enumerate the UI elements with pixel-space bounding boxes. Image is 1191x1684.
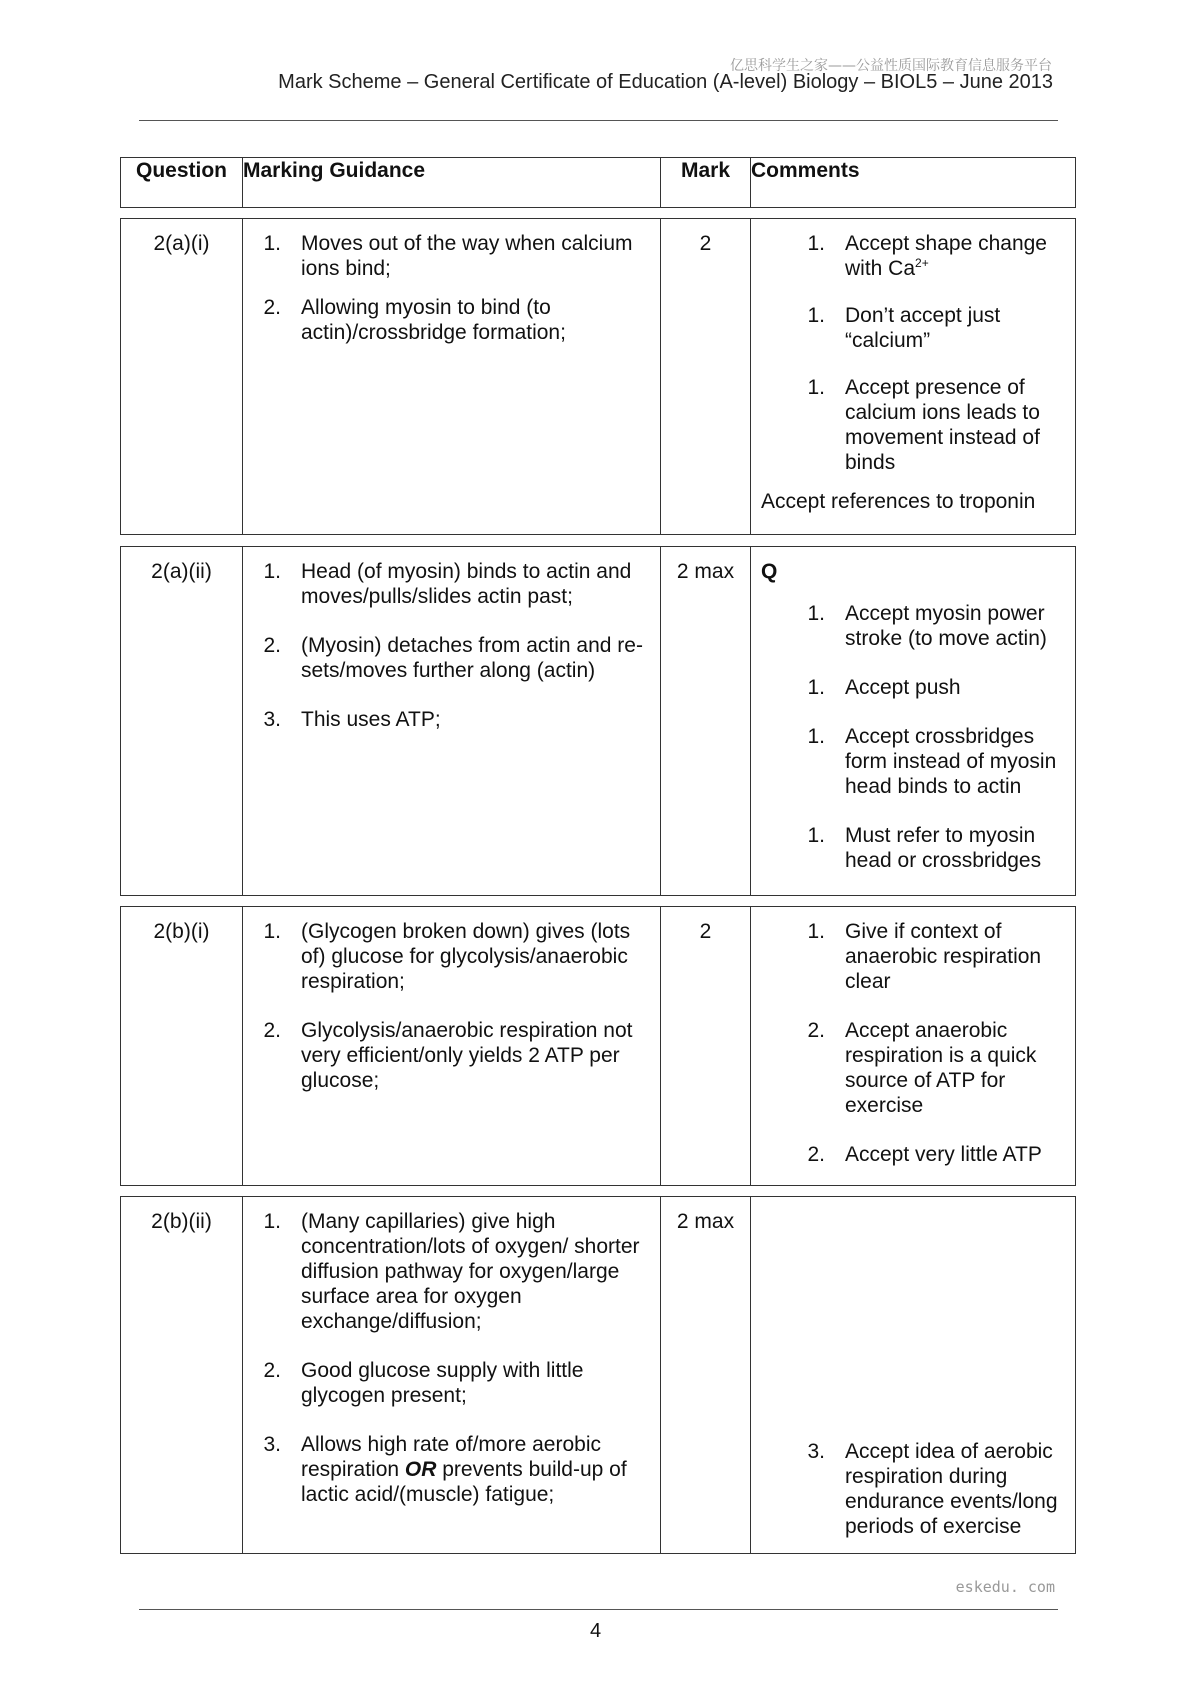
question-block-2b-ii: [120, 1196, 1076, 1554]
guidance-point: 2. Good glucose supply with little glycogen present;: [263, 1359, 584, 1407]
marking-guidance: [243, 219, 661, 535]
comment-point: 1. Don’t accept just “calcium”: [807, 304, 1001, 352]
header-watermark: 亿思科学生之家——公益性质国际教育信息服务平台: [730, 58, 1052, 74]
question-id: 2(b)(ii): [121, 1197, 243, 1554]
page-header-title: Mark Scheme – General Certificate of Education (A-level) Biology – BIOL5 – June 2013: [278, 71, 1053, 93]
mark-value: 2 max: [661, 547, 751, 896]
column-header-guidance: Marking Guidance: [243, 158, 661, 208]
column-header-mark: Mark: [661, 158, 751, 208]
guidance-point: 1. (Many capillaries) give high concentration/lots of oxygen/ shorter diffusion pathway for oxygen/large surface area for oxygen exchange/diffusion;: [263, 1210, 640, 1333]
comment-point: 3. Accept idea of aerobic respiration during endurance events/long periods of exercise: [807, 1440, 1058, 1538]
comment-point: 1. Accept shape change with $Ca^{2+}$: [807, 232, 1047, 280]
comment-point: 1. Accept crossbridges form instead of myosin head binds to actin: [807, 725, 1057, 798]
guidance-point: 1. (Glycogen broken down) gives (lots of) glucose for glycolysis/anaerobic respiration;: [263, 920, 631, 993]
column-header-comments: Comments: [751, 158, 1076, 208]
comments: [751, 547, 1076, 896]
question-block-2a-ii: [120, 546, 1076, 896]
comment-point: 1. Give if context of anaerobic respiration clear: [807, 920, 1042, 993]
comments: [751, 1197, 1076, 1554]
question-block-2a-i: [120, 218, 1076, 535]
comments: [751, 907, 1076, 1186]
question-id: 2(b)(i): [121, 907, 243, 1186]
guidance-point: 2. (Myosin) detaches from actin and re-sets/moves further along (actin): [263, 634, 643, 682]
mark-value: 2 max: [661, 1197, 751, 1554]
comment-point: 1. Accept push: [807, 676, 961, 699]
comment-point: 1. Accept myosin power stroke (to move actin): [807, 602, 1047, 650]
comment-note: Accept references to troponin: [761, 490, 1036, 513]
guidance-point: 3. This uses ATP;: [263, 708, 441, 731]
question-block-2b-i: [120, 906, 1076, 1186]
mark-value: 2: [661, 219, 751, 535]
column-header-table: [120, 157, 1076, 208]
question-id: 2(a)(i): [121, 219, 243, 535]
page-number: 4: [589, 1620, 602, 1642]
comment-point: 1. Accept presence of calcium ions leads to movement instead of binds: [807, 376, 1040, 474]
comment-point: 1. Must refer to myosin head or crossbridges: [807, 824, 1042, 872]
comment-point: 2. Accept very little ATP: [807, 1143, 1042, 1166]
comment-point: 2. Accept anaerobic respiration is a quick source of ATP for exercise: [807, 1019, 1037, 1117]
footer-rule: [139, 1609, 1058, 1610]
guidance-point: 1. Head (of myosin) binds to actin and moves/pulls/slides actin past;: [263, 560, 632, 608]
comments: [751, 219, 1076, 535]
footer-watermark: eskedu. com: [955, 1578, 1055, 1596]
column-header-question: Question: [121, 158, 243, 208]
guidance-point: 2. Allowing myosin to bind (to actin)/crossbridge formation;: [263, 296, 566, 344]
marking-guidance: [243, 907, 661, 1186]
header-rule: [139, 120, 1058, 121]
question-id: 2(a)(ii): [121, 547, 243, 896]
comment-lead: Q: [761, 560, 778, 583]
marking-guidance: [243, 1197, 661, 1554]
guidance-point: 1. Moves out of the way when calcium ions bind;: [263, 232, 633, 280]
guidance-point: 2. Glycolysis/anaerobic respiration not very efficient/only yields 2 ATP per glucose;: [263, 1019, 633, 1092]
marking-guidance: [243, 547, 661, 896]
guidance-point: 3. Allows high rate of/more aerobic respiration OR prevents build-up of lactic acid/(muscle) fatigue;: [263, 1433, 627, 1506]
mark-value: 2: [661, 907, 751, 1186]
